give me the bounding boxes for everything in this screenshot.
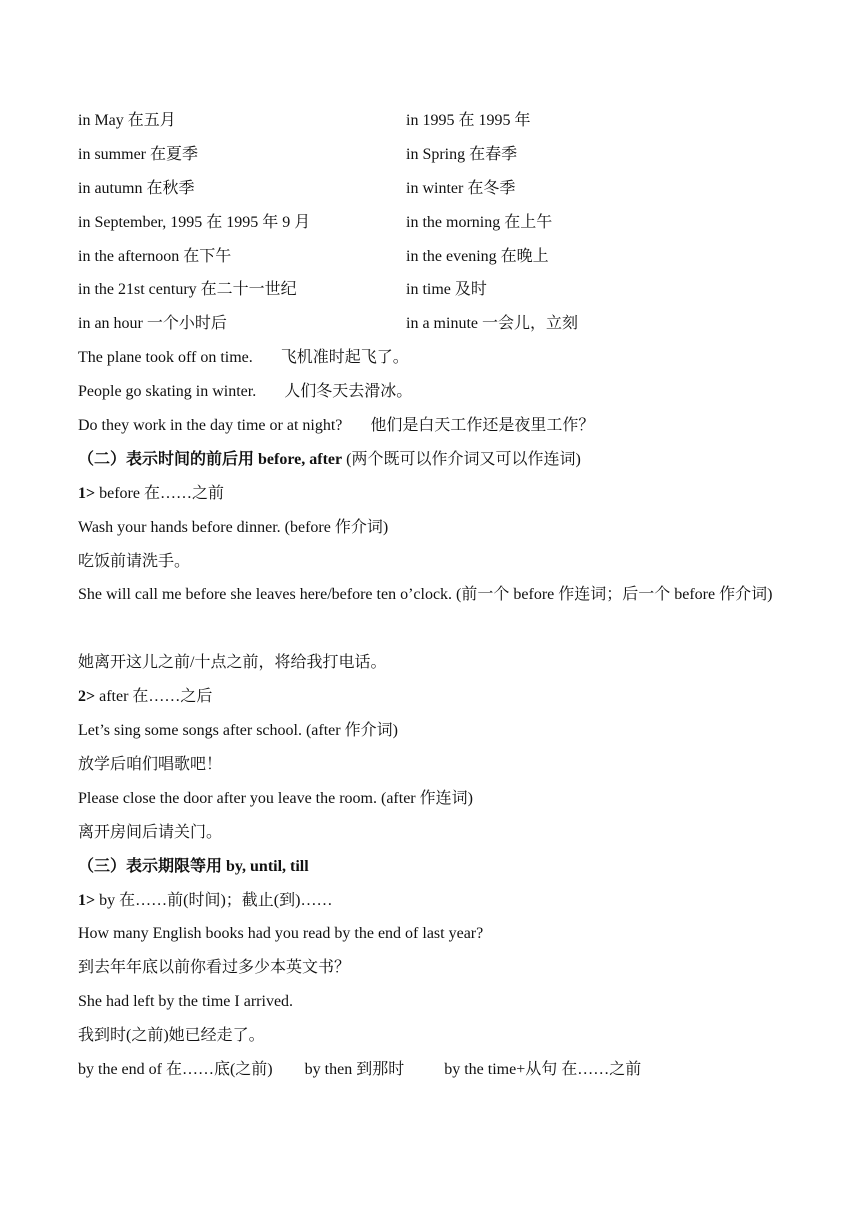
- example-zh: 他们是白天工作还是夜里工作？: [370, 417, 595, 435]
- subheading-number: 1>: [78, 484, 96, 502]
- subheading: [78, 680, 786, 714]
- phrase-right: in the evening 在晚上: [406, 247, 549, 265]
- phrase-item: by then 到那时: [304, 1060, 405, 1078]
- phrase-right: in Spring 在春季: [406, 145, 518, 163]
- phrase-right: in a minute 一会儿，立刻: [406, 315, 578, 333]
- document-page: [78, 104, 786, 1087]
- example-line: Let’s sing some songs after school. (after 作介词): [78, 722, 398, 740]
- example-translation: 到去年年底以前你看过多少本英文书？: [78, 959, 351, 977]
- phrase-left: in an hour 一个小时后: [78, 315, 227, 333]
- example-zh: 人们冬天去滑冰。: [284, 383, 413, 401]
- section-heading-bold: （三）表示期限等用 by, until, till: [78, 857, 309, 875]
- example-en: Do they work in the day time or at night?: [78, 417, 343, 435]
- phrase-left: in the 21st century 在二十一世纪: [78, 281, 297, 299]
- phrase-row: [78, 240, 786, 274]
- phrase-left: in September, 1995 在 1995 年 9 月: [78, 213, 311, 231]
- subheading-number: 1>: [78, 891, 96, 909]
- section-heading: [78, 443, 786, 477]
- phrase-list: [78, 1053, 786, 1087]
- example-line: [78, 409, 786, 443]
- phrase-right: in the morning 在上午: [406, 213, 553, 231]
- subheading: [78, 477, 786, 511]
- subheading-text: after 在……之后: [95, 688, 213, 706]
- section-heading-bold: （二）表示时间的前后用 before, after: [78, 450, 343, 468]
- subheading: [78, 884, 786, 918]
- example-zh: 飞机准时起飞了。: [280, 349, 409, 367]
- phrase-right: in 1995 在 1995 年: [406, 112, 531, 129]
- phrase-row: [78, 206, 786, 240]
- example-line: Please close the door after you leave the room. (after 作连词): [78, 789, 473, 807]
- phrase-item: by the time+从句 在……之前: [444, 1060, 642, 1078]
- example-translation: 吃饭前请洗手。: [78, 552, 191, 570]
- example-translation: 离开房间后请关门。: [78, 823, 223, 841]
- example-line: She had left by the time I arrived.: [78, 993, 294, 1011]
- subheading-text: by 在……前(时间)；截止(到)……: [95, 891, 333, 909]
- subheading-number: 2>: [78, 688, 96, 706]
- phrase-right: in time 及时: [406, 281, 487, 299]
- phrase-left: in autumn 在秋季: [78, 179, 195, 197]
- phrase-row: [78, 104, 786, 138]
- phrase-left: in summer 在夏季: [78, 145, 198, 163]
- example-line: She will call me before she leaves here/before ten o’clock. (前一个 before 作连词；后一个 before 作介词): [78, 586, 773, 604]
- phrase-row: [78, 172, 786, 206]
- example-en: The plane took off on time.: [78, 349, 253, 367]
- example-line: [78, 341, 786, 375]
- phrase-right: in winter 在冬季: [406, 179, 516, 197]
- subheading-text: before 在……之前: [95, 484, 224, 502]
- example-en: People go skating in winter.: [78, 383, 257, 401]
- phrase-item: by the end of 在……底(之前): [78, 1060, 273, 1078]
- example-line: Wash your hands before dinner. (before 作介词): [78, 518, 389, 536]
- example-line: How many English books had you read by the end of last year?: [78, 925, 484, 943]
- example-line: [78, 375, 786, 409]
- example-translation: 我到时(之前)她已经走了。: [78, 1027, 265, 1045]
- phrase-row: [78, 307, 786, 341]
- phrase-left: in the afternoon 在下午: [78, 247, 232, 265]
- section-heading-note: (两个既可以作介词又可以作连词): [342, 450, 581, 468]
- phrase-left: in May 在五月: [78, 112, 176, 129]
- example-translation: 她离开这儿之前/十点之前，将给我打电话。: [78, 654, 387, 672]
- section-heading: [78, 850, 786, 884]
- example-translation: 放学后咱们唱歌吧！: [78, 755, 223, 773]
- phrase-row: [78, 273, 786, 307]
- phrase-row: [78, 138, 786, 172]
